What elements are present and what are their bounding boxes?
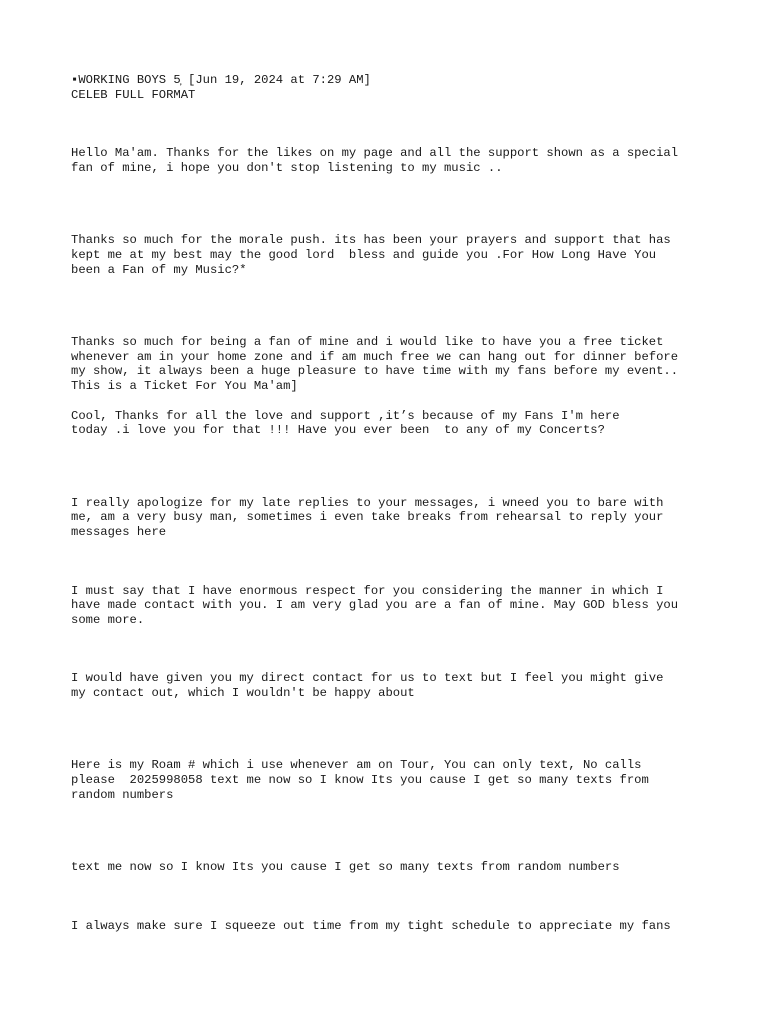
spacer bbox=[71, 102, 711, 146]
spacer bbox=[71, 875, 711, 919]
spacer bbox=[71, 700, 711, 758]
spacer bbox=[71, 540, 711, 584]
spacer bbox=[71, 277, 711, 335]
message-paragraph: I always make sure I squeeze out time from my tight schedule to appreciate my fans bbox=[71, 918, 671, 933]
message-paragraph: I really apologize for my late replies to your messages, i wneed you to bare with me, am a very busy man, sometimes i even take breaks from rehearsal to reply your messages here bbox=[71, 495, 664, 539]
message-paragraph: Hello Ma'am. Thanks for the likes on my page and all the support shown as a special fan of mine, i hope you don't stop listening to my music .. bbox=[71, 146, 679, 175]
header-format-title: CELEB FULL FORMAT bbox=[71, 87, 196, 102]
message-paragraph: I must say that I have enormous respect for you considering the manner in which I have made contact with you. I am very glad you are a fan of mine. May GOD bless you some more. bbox=[71, 583, 679, 627]
spacer bbox=[71, 175, 711, 233]
message-paragraph: Cool, Thanks for all the love and support ,it’s because of my Fans I'm here today .i love you for that !!! Have you ever been to any of my Concerts? bbox=[71, 408, 620, 438]
spacer bbox=[71, 438, 711, 496]
header-source-line: ▪WORKING BOYS 5̦ [Jun 19, 2024 at 7:29 AM] bbox=[71, 73, 371, 87]
message-paragraph: text me now so I know Its you cause I get so many texts from random numbers bbox=[71, 860, 620, 875]
message-paragraph: I would have given you my direct contact for us to text but I feel you might give my contact out, which I wouldn't be happy about bbox=[71, 671, 664, 700]
message-paragraph: Thanks so much for the morale push. its has been your prayers and support that has kept me at my best may the good lord bless and guide you .For How Long Have You been a Fan of my Music?* bbox=[71, 233, 671, 277]
message-paragraph: Here is my Roam # which i use whenever am on Tour, You can only text, No calls please 2025998058 text me now so I know Its you cause I get so many texts from random numbers bbox=[71, 758, 649, 802]
document-page bbox=[71, 73, 711, 933]
spacer bbox=[71, 802, 711, 860]
spacer bbox=[71, 394, 711, 409]
spacer bbox=[71, 627, 711, 671]
message-paragraph: Thanks so much for being a fan of mine and i would like to have you a free ticket whenever am in your home zone and if am much free we can hang out for dinner before my show, it always been a huge pleasure to have time with my fans before my event.. This is a Ticket For You Ma'am] bbox=[71, 335, 679, 393]
